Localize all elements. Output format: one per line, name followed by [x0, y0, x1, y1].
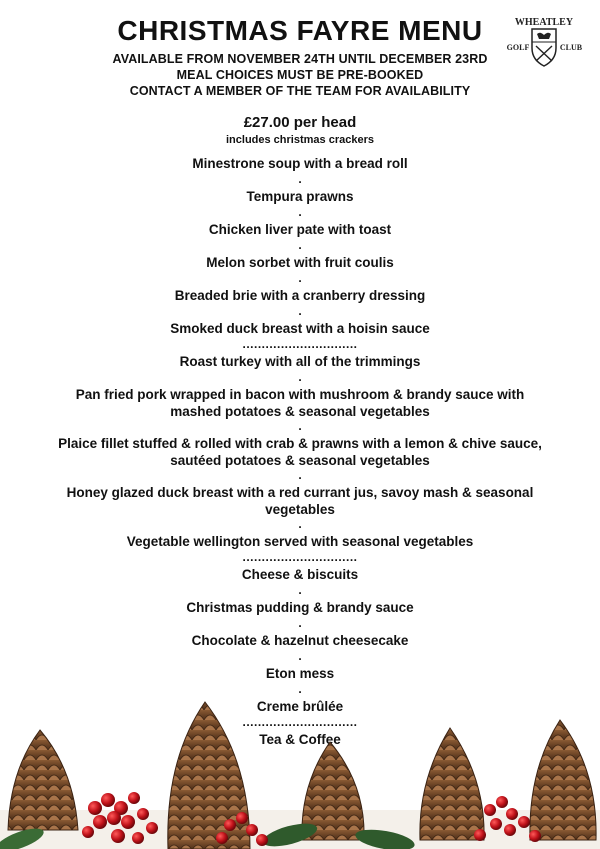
golf-club-logo — [504, 14, 584, 74]
logo-text-left: GOLF — [506, 43, 530, 52]
dessert-item: Eton mess — [265, 666, 335, 681]
starter-item: Smoked duck breast with a hoisin sauce — [170, 321, 430, 336]
starter-item: Melon sorbet with fruit coulis — [206, 255, 394, 270]
starter-item: Minestrone soup with a bread roll — [192, 156, 408, 171]
item-divider-dot: . — [298, 517, 302, 531]
item-divider-dot: . — [298, 370, 302, 384]
main-item: Pan fried pork wrapped in bacon with mushroom & brandy sauce with mashed potatoes & seasonal vegetables — [75, 387, 525, 419]
pinecone-berry-decoration — [0, 690, 600, 849]
item-divider-dot: . — [298, 238, 302, 252]
item-divider-dot: . — [298, 419, 302, 433]
course-separator: .............................. — [242, 550, 358, 564]
course-separator: .............................. — [242, 715, 358, 729]
menu-title: CHRISTMAS FAYRE MENU — [117, 15, 483, 46]
starter-item: Breaded brie with a cranberry dressing — [174, 288, 426, 303]
item-divider-dot: . — [298, 271, 302, 285]
starter-item: Tempura prawns — [246, 189, 354, 204]
crest-shield-icon — [532, 29, 556, 66]
pinecone-icon — [8, 730, 78, 830]
pinecone-icon — [530, 720, 596, 840]
price-note: includes christmas crackers — [226, 134, 374, 146]
pinecone-icon — [168, 702, 250, 849]
prebook-line: MEAL CHOICES MUST BE PRE-BOOKED — [176, 68, 424, 82]
dessert-item: Creme brûlée — [256, 699, 344, 714]
item-divider-dot: . — [298, 468, 302, 482]
contact-line: CONTACT A MEMBER OF THE TEAM FOR AVAILABILITY — [129, 84, 471, 98]
item-divider-dot: . — [298, 682, 302, 696]
dessert-item: Christmas pudding & brandy sauce — [186, 600, 414, 615]
item-divider-dot: . — [298, 583, 302, 597]
price-per-head: £27.00 per head — [243, 114, 357, 131]
main-item: Plaice fillet stuffed & rolled with crab & prawns with a lemon & chive sauce, sautéed potatoes & seasonal vegetables — [58, 436, 542, 468]
dessert-item: Chocolate & hazelnut cheesecake — [191, 633, 409, 648]
logo-text-top: WHEATLEY — [514, 17, 574, 28]
pinecone-icon — [420, 728, 484, 840]
item-divider-dot: . — [298, 649, 302, 663]
starter-item: Chicken liver pate with toast — [208, 222, 392, 237]
logo-text-right: CLUB — [559, 43, 583, 52]
item-divider-dot: . — [298, 205, 302, 219]
main-item: Honey glazed duck breast with a red currant jus, savoy mash & seasonal vegetables — [66, 485, 534, 517]
availability-line: AVAILABLE FROM NOVEMBER 24TH UNTIL DECEMBER 23RD — [112, 52, 488, 66]
main-item: Vegetable wellington served with seasonal vegetables — [126, 534, 474, 549]
item-divider-dot: . — [298, 304, 302, 318]
item-divider-dot: . — [298, 172, 302, 186]
closing-item: Tea & Coffee — [259, 732, 341, 747]
dessert-item: Cheese & biscuits — [241, 567, 359, 582]
course-separator: .............................. — [242, 337, 358, 351]
item-divider-dot: . — [298, 616, 302, 630]
main-item: Roast turkey with all of the trimmings — [179, 354, 421, 369]
